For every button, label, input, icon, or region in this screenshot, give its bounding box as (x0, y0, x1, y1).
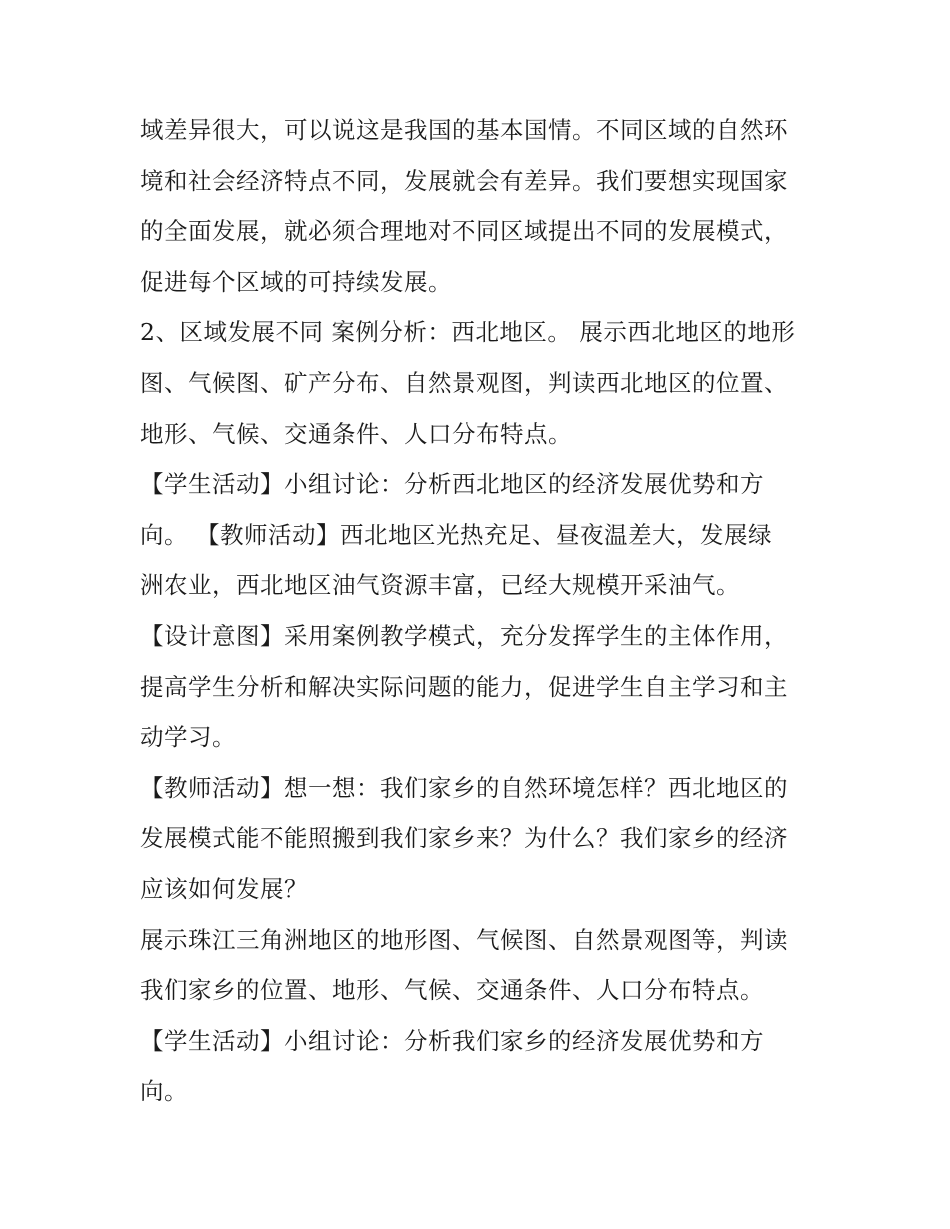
text-line: 向。 (140, 1077, 188, 1106)
text-line: 地形、气候、交通条件、人口分布特点。 (140, 419, 572, 448)
text-line: 【设计意图】采用案例教学模式，充分发挥学生的主体作用， (140, 621, 788, 650)
text-line: 的全面发展，就必须合理地对不同区域提出不同的发展模式， (140, 217, 788, 246)
text-line: 动学习。 (140, 723, 236, 752)
text-line: 2、区域发展不同 案例分析：西北地区。 展示西北地区的地形 (140, 318, 796, 347)
text-line: 图、气候图、矿产分布、自然景观图，判读西北地区的位置、 (140, 368, 788, 397)
text-line: 促进每个区域的可持续发展。 (140, 267, 452, 296)
text-line: 展示珠江三角洲地区的地形图、气候图、自然景观图等，判读 (140, 925, 788, 954)
text-line: 洲农业，西北地区油气资源丰富，已经大规模开采油气。 (140, 571, 740, 600)
text-line: 向。 【教师活动】西北地区光热充足、昼夜温差大，发展绿 (140, 520, 772, 549)
text-line: 【学生活动】小组讨论：分析我们家乡的经济发展优势和方 (140, 1026, 764, 1055)
text-line: 域差异很大，可以说这是我国的基本国情。不同区域的自然环 (140, 116, 788, 144)
text-line: 提高学生分析和解决实际问题的能力，促进学生自主学习和主 (140, 672, 788, 701)
body-text (140, 105, 830, 1117)
text-line: 我们家乡的位置、地形、气候、交通条件、人口分布特点。 (140, 976, 764, 1005)
text-line: 发展模式能不能照搬到我们家乡来？为什么？我们家乡的经济 (140, 824, 788, 853)
text-line: 应该如何发展？ (140, 874, 308, 903)
text-line: 境和社会经济特点不同，发展就会有差异。我们要想实现国家 (140, 166, 788, 195)
text-line: 【教师活动】想一想：我们家乡的自然环境怎样？西北地区的 (140, 773, 788, 802)
text-line: 【学生活动】小组讨论：分析西北地区的经济发展优势和方 (140, 470, 764, 499)
